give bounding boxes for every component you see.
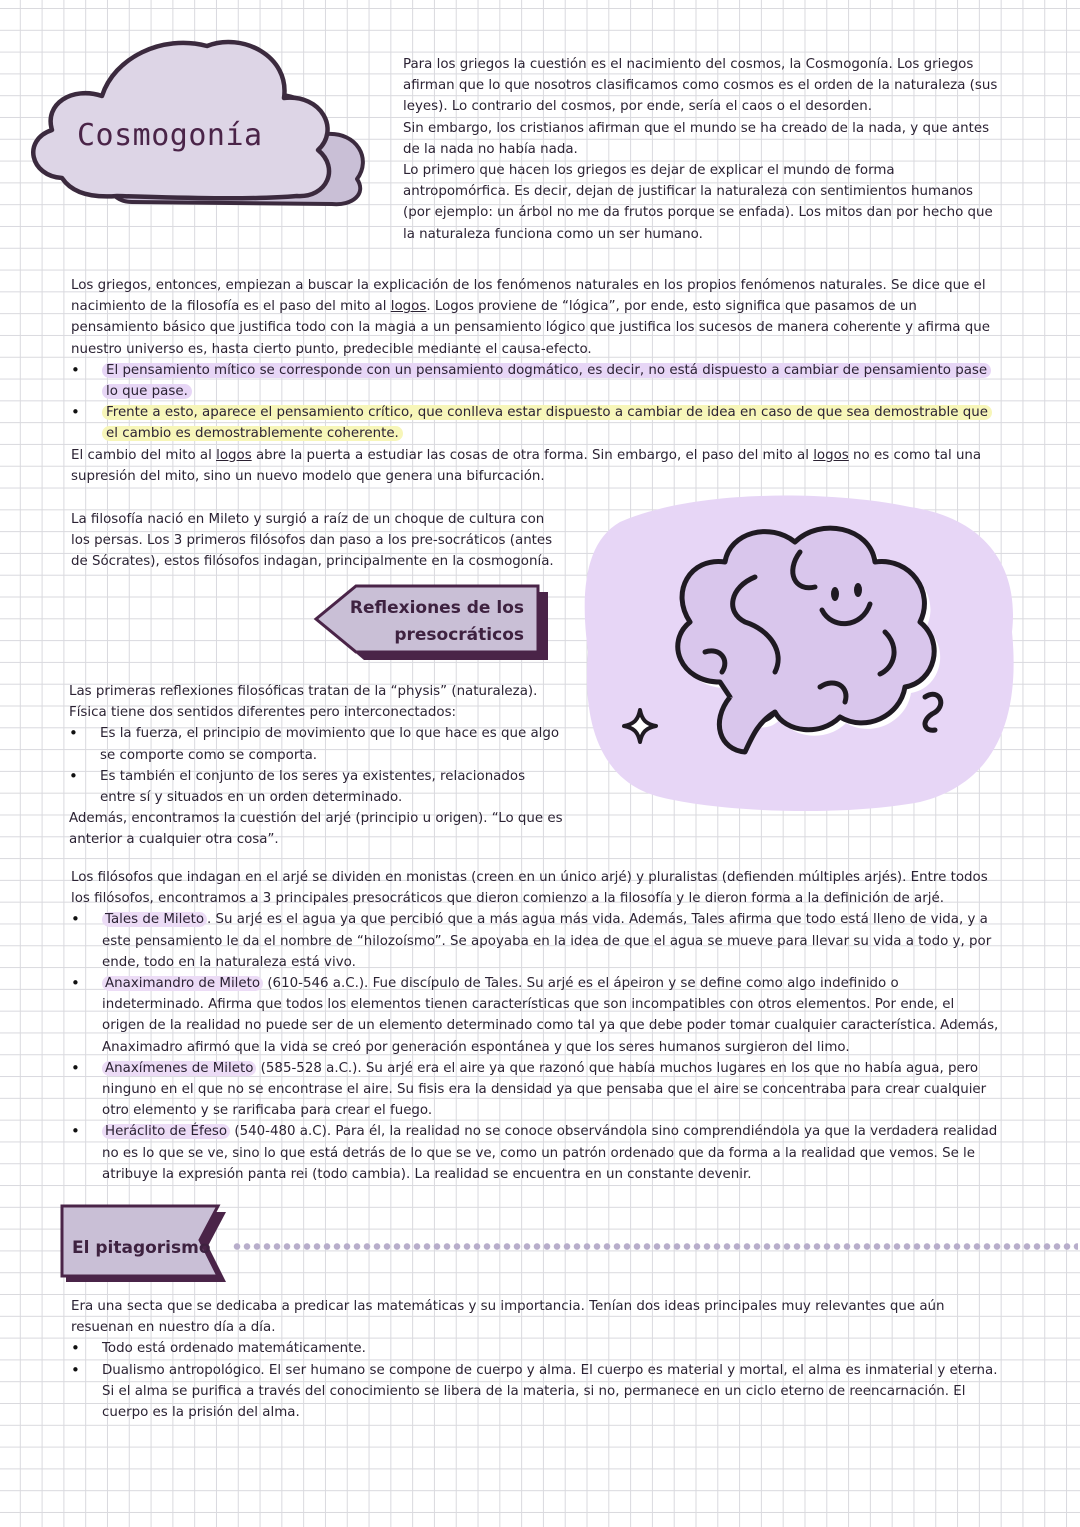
philosopher-text: . Su arjé es el agua ya que percibió que a más agua más vida. Además, Tales afirma que todo está lleno de vida, y a este pensamiento le da el nombre de “hilozoísmo”. Se apoyaba en la idea de que el agua se mueve para llevar su vida a todo y, por ende, todo en la naturaleza está vivo.	[102, 912, 992, 970]
underlined-term: logos	[813, 447, 849, 463]
cosmogonia-title: Cosmogonía	[77, 118, 263, 153]
pitagorismo-title: El pitagorismo	[72, 1238, 211, 1258]
philosopher-name: Tales de Mileto	[102, 912, 207, 927]
list-item: • Todo está ordenado matemáticamente.	[71, 1338, 1001, 1359]
underlined-term: logos	[390, 299, 427, 315]
filosofos-section	[71, 867, 1001, 1185]
text-span: . Logos proviene de “lógica”, por ende, esto significa que pasamos de un pensamiento básico que justifica todo con la magia a un pensamiento lógico que justifica los sucesos de manera coherente y afirma que nuestro universo es, hasta cierto punto, predecible mediante el causa-efecto.	[71, 299, 990, 357]
bullet-list	[71, 1338, 1001, 1423]
highlighted-text: Frente a esto, aparece el pensamiento crítico, que conlleva estar dispuesto a cambiar de idea en caso de que sea demostrable que el cambio es demostrablemente coherente.	[102, 405, 992, 441]
text-span: Los griegos, entonces, empiezan a buscar la explicación de los fenómenos naturales en los propios fenómenos naturales. Se dice que el nacimiento de la filosofía es el paso del mito al	[71, 278, 986, 315]
paragraph: Sin embargo, los cristianos afirman que el mundo se ha creado de la nada, y que antes de la nada no había nada.	[403, 120, 990, 157]
philosopher-name: Heráclito de Éfeso	[102, 1124, 230, 1139]
paragraph: Lo primero que hacen los griegos es dejar de explicar el mundo de forma antropomórfica. Es decir, dejan de justificar la naturaleza con sentimientos humanos (por ejemplo: un árbol no me da frutos porque se enfada). Los mitos dan por hecho que la naturaleza funciona como un ser humano.	[403, 163, 993, 242]
cosmogonia-text	[403, 54, 1001, 245]
list-item: • Dualismo antropológico. El ser humano se compone de cuerpo y alma. El cuerpo es material y mortal, el alma es inmaterial y eterna. Si el alma se purifica a través del conocimiento se libera de la materia, si no, permanece en un ciclo eterno de reencarnación. El cuerpo es la prisión del alma.	[71, 1360, 1001, 1424]
logos-section	[71, 275, 997, 487]
list-item	[71, 1058, 1001, 1122]
mileto-paragraph	[71, 509, 558, 573]
highlighted-text: El pensamiento mítico se corresponde con un pensamiento dogmático, es decir, no está dispuesto a cambiar de pensamiento pase lo que pase.	[102, 363, 991, 399]
list-item: • Es también el conjunto de los seres ya existentes, relacionados entre sí y situados en un orden determinado.	[69, 766, 564, 808]
list-item: • Es la fuerza, el principio de movimiento que lo que hace es que algo se comporte como se comporta.	[69, 723, 564, 765]
banner-line-2: presocráticos	[394, 625, 524, 645]
pitagorismo-banner	[58, 1202, 238, 1288]
text-span: abre la puerta a estudiar las cosas de otra forma. Sin embargo, el paso del mito al	[251, 447, 814, 463]
pitagorismo-section	[71, 1296, 1001, 1423]
philosopher-text: (610-546 a.C.). Fue discípulo de Tales. Su arjé es el ápeiron y se define como algo indefinido o indeterminado. Afirma que todos los elementos tienen características que son incompatibles con otros elementos. Por ende, el origen de la realidad no puede ser de un elemento determinado como tal ya que debe poder tomar cualquier característica. Además, Anaximadro afirmó que la vida se creó por generación espontánea y que los seres humanos surgieron del limo.	[102, 976, 999, 1055]
paragraph: Para los griegos la cuestión es el nacimiento del cosmos, la Cosmogonía. Los griegos afirman que lo que nosotros clasificamos como cosmos es el orden de la naturaleza (sus leyes). Lo contrario del cosmos, por ende, sería el caos o el desorden.	[403, 57, 998, 115]
philosopher-text: (540-480 a.C). Para él, la realidad no se conoce observándola sino comprendiéndola ya que la verdadera realidad no es lo que se ve, sino lo que está detrás de lo que se ve, como un patrón ordenado que da forma a la realidad que vemos. Se le atribuye la expresión panta rei (todo cambia). La realidad se encuentra en un constante devenir.	[102, 1124, 998, 1182]
paragraph	[71, 445, 997, 487]
paragraph	[71, 275, 997, 360]
underlined-term: logos	[216, 447, 252, 463]
list-item	[71, 973, 1001, 1058]
reflexiones-banner	[312, 584, 552, 664]
list-item	[71, 360, 997, 402]
list-item	[71, 1121, 1001, 1185]
cosmogonia-title-cloud	[22, 28, 392, 218]
dotted-divider	[232, 1243, 1078, 1250]
philosopher-name: Anaximandro de Mileto	[102, 976, 263, 991]
text-span: no es como tal una supresión del mito, sino un nuevo modelo que genera una bifurcación.	[71, 447, 982, 484]
paragraph: Los filósofos que indagan en el arjé se dividen en monistas (creen en un único arjé) y pluralistas (defienden múltiples arjés). Entre todos los filósofos, encontramos a 3 principales presocráticos que dieron comienzo a la filosofía y le dieron forma a la definición de arjé.	[71, 870, 988, 907]
paragraph: Era una secta que se dedicaba a predicar las matemáticas y su importancia. Tenían dos ideas principales muy relevantes que aún resuenan en nuestro día a día.	[71, 1299, 945, 1336]
list-item	[71, 909, 1001, 973]
paragraph: Las primeras reflexiones filosóficas tratan de la “physis” (naturaleza). Física tiene dos sentidos diferentes pero interconectados:	[69, 684, 538, 721]
banner-line-1: Reflexiones de los	[349, 598, 524, 618]
physis-section	[69, 681, 564, 851]
brain-illustration	[580, 482, 1030, 817]
philosopher-list	[71, 909, 1001, 1185]
list-item	[71, 402, 997, 444]
bullet-list	[71, 360, 997, 445]
philosopher-name: Anaxímenes de Mileto	[102, 1061, 256, 1076]
philosopher-text: (585-528 a.C.). Su arjé era el aire ya que razonó que había muchos lugares en los que no había agua, pero ninguno en el que no se encontrase el aire. Su fisis era la densidad ya que pensaba que el aire se concentraba para crear cualquier otro elemento y se rarificaba para crear el fuego.	[102, 1060, 987, 1119]
paragraph: La filosofía nació en Mileto y surgió a raíz de un choque de cultura con los persas. Los 3 primeros filósofos dan paso a los pre-socráticos (antes de Sócrates), estos filósofos indagan, principalmente en la cosmogonía.	[71, 512, 554, 570]
bullet-list	[69, 723, 564, 808]
text-span: El cambio del mito al	[71, 447, 217, 463]
paragraph: Además, encontramos la cuestión del arjé (principio u origen). “Lo que es anterior a cualquier otra cosa”.	[69, 811, 563, 848]
